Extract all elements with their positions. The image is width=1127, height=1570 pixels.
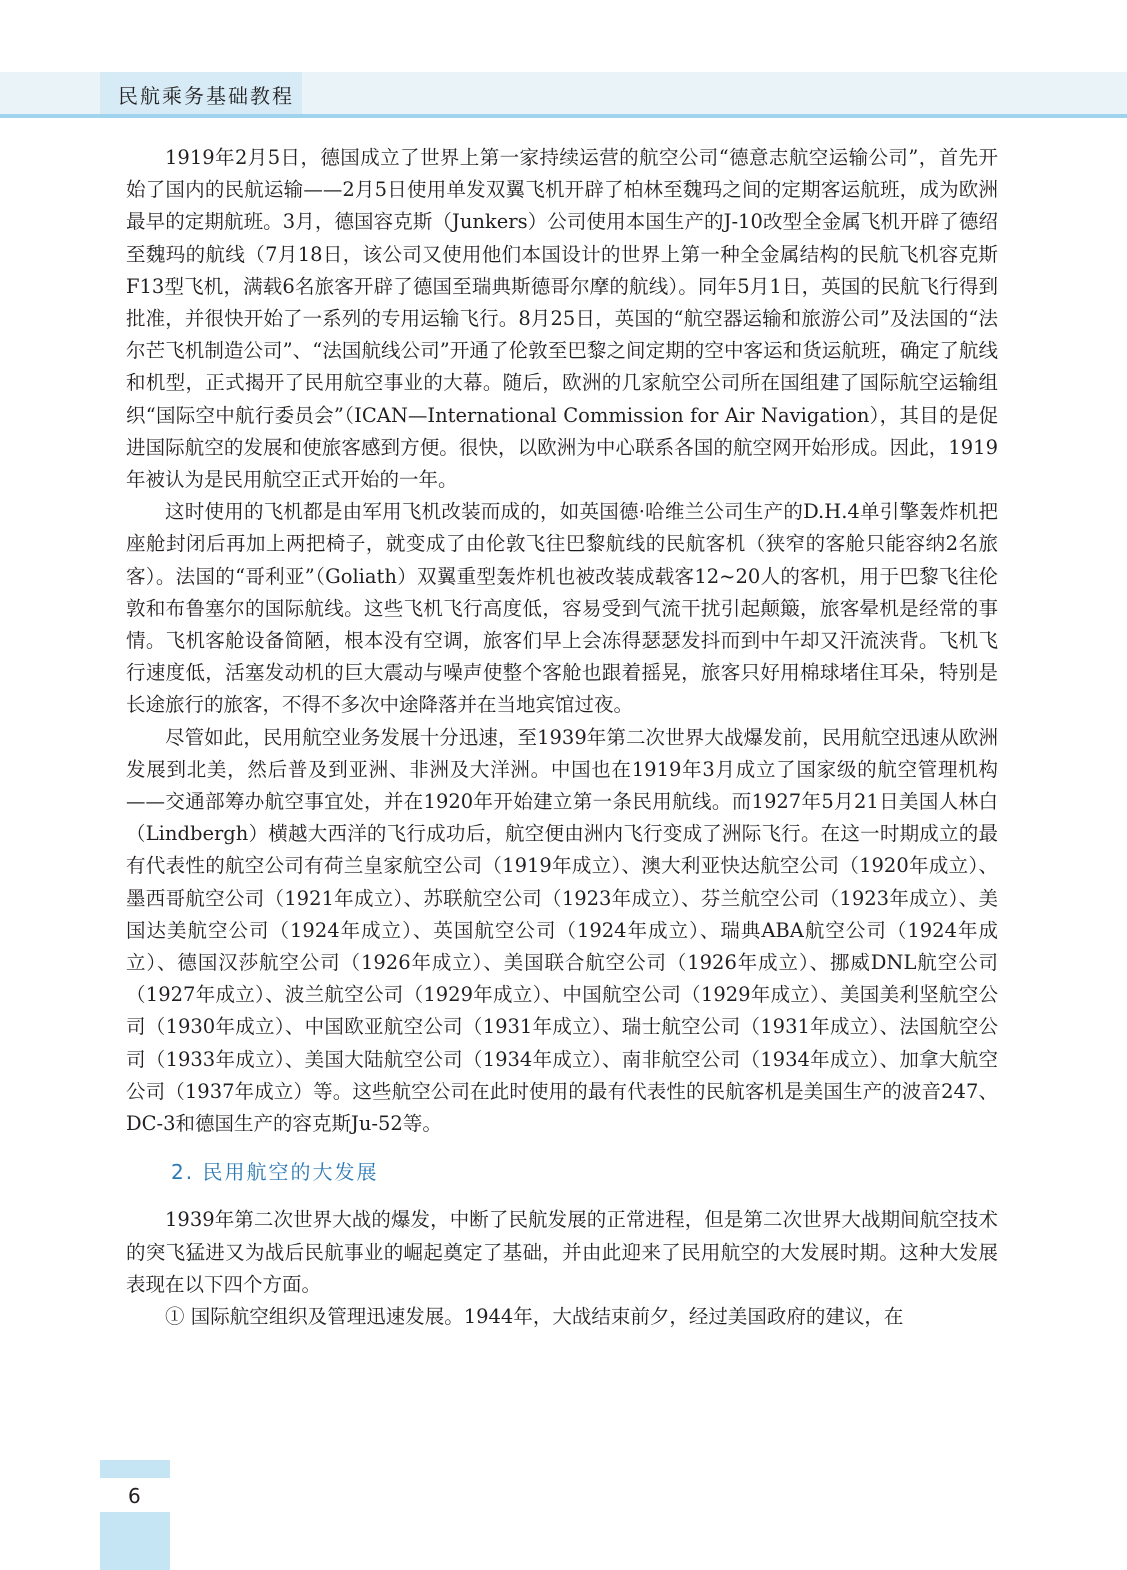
footer-decoration-bottom xyxy=(100,1512,170,1570)
header-divider xyxy=(0,114,1127,118)
section-heading: 2. 民用航空的大发展 xyxy=(171,1160,379,1185)
running-header-title: 民航乘务基础教程 xyxy=(118,84,294,108)
page-number: 6 xyxy=(128,1484,141,1508)
paragraph-5: ① 国际航空组织及管理迅速发展。1944年，大战结束前夕，经过美国政府的建议，在 xyxy=(165,1304,904,1328)
page-body xyxy=(126,142,998,1333)
paragraph-4: 1939年第二次世界大战的爆发，中断了民航发展的正常进程，但是第二次世界大战期间航空技术的突飞猛进又为战后民航事业的崛起奠定了基础，并由此迎来了民用航空的大发展时期。这种大发展表现在以下四个方面。 xyxy=(126,1208,998,1296)
paragraph-2: 这时使用的飞机都是由军用飞机改装而成的，如英国德·哈维兰公司生产的D.H.4单引擎轰炸机把座舱封闭后再加上两把椅子，就变成了由伦敦飞往巴黎航线的民航客机（狭窄的客舱只能容纳2名旅客）。法国的“哥利亚”（Goliath）双翼重型轰炸机也被改装成载客12~20人的客机，用于巴黎飞往伦敦和布鲁塞尔的国际航线。这些飞机飞行高度低，容易受到气流干扰引起颠簸，旅客晕机是经常的事情。飞机客舱设备简陋，根本没有空调，旅客们早上会冻得瑟瑟发抖而到中午却又汗流浃背。飞机飞行速度低，活塞发动机的巨大震动与噪声使整个客舱也跟着摇晃，旅客只好用棉球堵住耳朵，特别是长途旅行的旅客，不得不多次中途降落并在当地宾馆过夜。 xyxy=(126,500,998,717)
footer-decoration-top xyxy=(100,1460,170,1478)
paragraph-1: 1919年2月5日，德国成立了世界上第一家持续运营的航空公司“德意志航空运输公司”，首先开始了国内的民航运输——2月5日使用单发双翼飞机开辟了柏林至魏玛之间的定期客运航班，成为欧洲最早的定期航班。3月，德国容克斯（Junkers）公司使用本国生产的J-10改型全金属飞机开辟了德绍至魏玛的航线（7月18日，该公司又使用他们本国设计的世界上第一种全金属结构的民航飞机容克斯F13型飞机，满载6名旅客开辟了德国至瑞典斯德哥尔摩的航线）。同年5月1日，英国的民航飞行得到批准，并很快开始了一系列的专用运输飞行。8月25日，英国的“航空器运输和旅游公司”及法国的“法尔芒飞机制造公司”、“法国航线公司”开通了伦敦至巴黎之间定期的空中客运和货运航班，确定了航线和机型，正式揭开了民用航空事业的大幕。随后，欧洲的几家航空公司所在国组建了国际航空运输组织“国际空中航行委员会”（ICAN—International Commission for Air Navigation），其目的是促进国际航空的发展和使旅客感到方便。很快，以欧洲为中心联系各国的航空网开始形成。因此，1919年被认为是民用航空正式开始的一年。 xyxy=(126,146,998,492)
paragraph-3: 尽管如此，民用航空业务发展十分迅速，至1939年第二次世界大战爆发前，民用航空迅速从欧洲发展到北美，然后普及到亚洲、非洲及大洋洲。中国也在1919年3月成立了国家级的航空管理机构——交通部筹办航空事宜处，并在1920年开始建立第一条民用航线。而1927年5月21日美国人林白（Lindbergh）横越大西洋的飞行成功后，航空便由洲内飞行变成了洲际飞行。在这一时期成立的最有代表性的航空公司有荷兰皇家航空公司（1919年成立）、澳大利亚快达航空公司（1920年成立）、墨西哥航空公司（1921年成立）、苏联航空公司（1923年成立）、芬兰航空公司（1923年成立）、美国达美航空公司（1924年成立）、英国航空公司（1924年成立）、瑞典ABA航空公司（1924年成立）、德国汉莎航空公司（1926年成立）、美国联合航空公司（1926年成立）、挪威DNL航空公司（1927年成立）、波兰航空公司（1929年成立）、中国航空公司（1929年成立）、美国美利坚航空公司（1930年成立）、中国欧亚航空公司（1931年成立）、瑞士航空公司（1931年成立）、法国航空公司（1933年成立）、美国大陆航空公司（1934年成立）、南非航空公司（1934年成立）、加拿大航空公司（1937年成立）等。这些航空公司在此时使用的最有代表性的民航客机是美国生产的波音247、DC-3和德国生产的容克斯Ju-52等。 xyxy=(126,725,998,1136)
